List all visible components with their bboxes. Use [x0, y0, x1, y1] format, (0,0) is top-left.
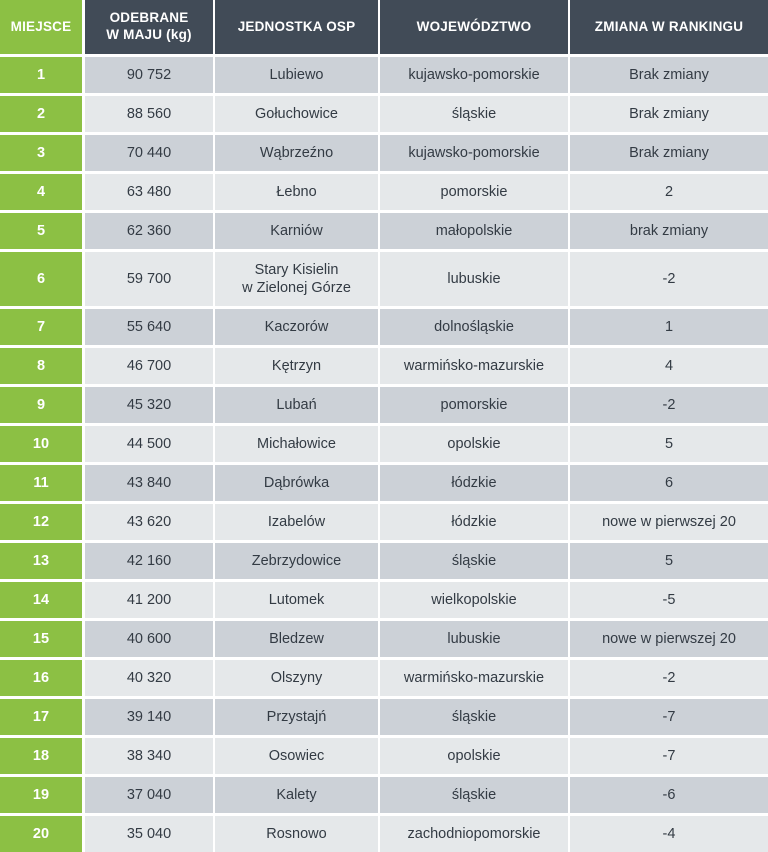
- cell-place: 9: [0, 387, 85, 426]
- cell-unit: Kętrzyn: [215, 348, 380, 387]
- cell-place: 6: [0, 252, 85, 309]
- cell-voivodeship: pomorskie: [380, 387, 570, 426]
- cell-collected-kg: 42 160: [85, 543, 215, 582]
- cell-place: 5: [0, 213, 85, 252]
- cell-voivodeship: śląskie: [380, 543, 570, 582]
- cell-place: 15: [0, 621, 85, 660]
- cell-unit: Gołuchowice: [215, 96, 380, 135]
- column-header-voivodeship: WOJEWÓDZTWO: [380, 0, 570, 57]
- cell-unit: Wąbrzeźno: [215, 135, 380, 174]
- cell-rank-change: nowe w pierwszej 20: [570, 621, 768, 660]
- cell-unit: Kaczorów: [215, 309, 380, 348]
- cell-unit: Lubań: [215, 387, 380, 426]
- table-row: [0, 213, 768, 252]
- cell-rank-change: brak zmiany: [570, 213, 768, 252]
- cell-collected-kg: 59 700: [85, 252, 215, 309]
- cell-unit: Kalety: [215, 777, 380, 816]
- table-row: [0, 426, 768, 465]
- cell-voivodeship: lubuskie: [380, 252, 570, 309]
- cell-rank-change: nowe w pierwszej 20: [570, 504, 768, 543]
- cell-collected-kg: 40 320: [85, 660, 215, 699]
- table-row: [0, 738, 768, 777]
- cell-place: 19: [0, 777, 85, 816]
- cell-rank-change: -5: [570, 582, 768, 621]
- cell-voivodeship: dolnośląskie: [380, 309, 570, 348]
- table-row: [0, 777, 768, 816]
- cell-rank-change: -7: [570, 738, 768, 777]
- cell-collected-kg: 43 840: [85, 465, 215, 504]
- cell-collected-kg: 38 340: [85, 738, 215, 777]
- cell-place: 18: [0, 738, 85, 777]
- cell-voivodeship: zachodniopomorskie: [380, 816, 570, 852]
- cell-unit: Izabelów: [215, 504, 380, 543]
- table-row: [0, 621, 768, 660]
- column-header-kg-line2: W MAJU (kg): [106, 27, 192, 42]
- cell-rank-change: Brak zmiany: [570, 96, 768, 135]
- cell-voivodeship: śląskie: [380, 699, 570, 738]
- cell-place: 12: [0, 504, 85, 543]
- cell-place: 20: [0, 816, 85, 852]
- table-row: [0, 816, 768, 852]
- cell-rank-change: 5: [570, 426, 768, 465]
- cell-collected-kg: 90 752: [85, 57, 215, 96]
- cell-collected-kg: 41 200: [85, 582, 215, 621]
- cell-unit: [215, 252, 380, 309]
- column-header-kg-line1: ODEBRANE: [109, 10, 189, 26]
- table-row: [0, 387, 768, 426]
- cell-unit-multiline: [220, 261, 373, 297]
- cell-rank-change: 2: [570, 174, 768, 213]
- cell-collected-kg: 46 700: [85, 348, 215, 387]
- table-row: [0, 174, 768, 213]
- table-row: [0, 543, 768, 582]
- cell-rank-change: Brak zmiany: [570, 57, 768, 96]
- cell-voivodeship: kujawsko-pomorskie: [380, 135, 570, 174]
- cell-voivodeship: warmińsko-mazurskie: [380, 348, 570, 387]
- cell-unit: Rosnowo: [215, 816, 380, 852]
- cell-voivodeship: łódzkie: [380, 465, 570, 504]
- cell-rank-change: 5: [570, 543, 768, 582]
- table-body: [0, 57, 768, 852]
- cell-rank-change: -2: [570, 252, 768, 309]
- cell-unit: Przystajń: [215, 699, 380, 738]
- cell-collected-kg: 44 500: [85, 426, 215, 465]
- cell-place: 13: [0, 543, 85, 582]
- cell-collected-kg: 55 640: [85, 309, 215, 348]
- cell-rank-change: -6: [570, 777, 768, 816]
- cell-voivodeship: wielkopolskie: [380, 582, 570, 621]
- table-row: [0, 699, 768, 738]
- cell-rank-change: -4: [570, 816, 768, 852]
- table-row: [0, 582, 768, 621]
- column-header-change: ZMIANA W RANKINGU: [570, 0, 768, 57]
- cell-place: 7: [0, 309, 85, 348]
- cell-unit: Zebrzydowice: [215, 543, 380, 582]
- table-row: [0, 57, 768, 96]
- cell-voivodeship: śląskie: [380, 777, 570, 816]
- cell-collected-kg: 63 480: [85, 174, 215, 213]
- cell-rank-change: -7: [570, 699, 768, 738]
- cell-voivodeship: łódzkie: [380, 504, 570, 543]
- column-header-place: MIEJSCE: [0, 0, 85, 57]
- cell-place: 16: [0, 660, 85, 699]
- cell-rank-change: 4: [570, 348, 768, 387]
- cell-place: 1: [0, 57, 85, 96]
- cell-voivodeship: śląskie: [380, 96, 570, 135]
- table-row: [0, 465, 768, 504]
- cell-rank-change: 1: [570, 309, 768, 348]
- table-row: [0, 348, 768, 387]
- cell-voivodeship: warmińsko-mazurskie: [380, 660, 570, 699]
- cell-voivodeship: opolskie: [380, 426, 570, 465]
- cell-place: 3: [0, 135, 85, 174]
- table-row: [0, 252, 768, 309]
- cell-rank-change: -2: [570, 387, 768, 426]
- cell-voivodeship: małopolskie: [380, 213, 570, 252]
- cell-unit-line1: Stary Kisielin: [254, 261, 339, 278]
- cell-voivodeship: kujawsko-pomorskie: [380, 57, 570, 96]
- cell-voivodeship: pomorskie: [380, 174, 570, 213]
- column-header-kg: [85, 0, 215, 57]
- cell-collected-kg: 43 620: [85, 504, 215, 543]
- cell-collected-kg: 70 440: [85, 135, 215, 174]
- cell-collected-kg: 62 360: [85, 213, 215, 252]
- cell-rank-change: 6: [570, 465, 768, 504]
- cell-unit: Michałowice: [215, 426, 380, 465]
- cell-collected-kg: 39 140: [85, 699, 215, 738]
- cell-place: 14: [0, 582, 85, 621]
- cell-place: 10: [0, 426, 85, 465]
- cell-unit: Osowiec: [215, 738, 380, 777]
- table-row: [0, 504, 768, 543]
- cell-unit-line2: w Zielonej Górze: [242, 280, 351, 296]
- cell-unit: Dąbrówka: [215, 465, 380, 504]
- cell-voivodeship: opolskie: [380, 738, 570, 777]
- cell-collected-kg: 35 040: [85, 816, 215, 852]
- cell-place: 11: [0, 465, 85, 504]
- table-row: [0, 135, 768, 174]
- header-row: [0, 0, 768, 57]
- cell-voivodeship: lubuskie: [380, 621, 570, 660]
- table-row: [0, 660, 768, 699]
- cell-collected-kg: 45 320: [85, 387, 215, 426]
- cell-unit: Olszyny: [215, 660, 380, 699]
- cell-unit: Lutomek: [215, 582, 380, 621]
- cell-rank-change: Brak zmiany: [570, 135, 768, 174]
- cell-collected-kg: 88 560: [85, 96, 215, 135]
- cell-collected-kg: 40 600: [85, 621, 215, 660]
- cell-unit: Łebno: [215, 174, 380, 213]
- cell-unit: Lubiewo: [215, 57, 380, 96]
- cell-collected-kg: 37 040: [85, 777, 215, 816]
- cell-unit: Bledzew: [215, 621, 380, 660]
- cell-unit: Karniów: [215, 213, 380, 252]
- cell-place: 8: [0, 348, 85, 387]
- cell-place: 4: [0, 174, 85, 213]
- cell-place: 17: [0, 699, 85, 738]
- table-header: [0, 0, 768, 57]
- column-header-unit: JEDNOSTKA OSP: [215, 0, 380, 57]
- cell-place: 2: [0, 96, 85, 135]
- cell-rank-change: -2: [570, 660, 768, 699]
- table-row: [0, 96, 768, 135]
- table-row: [0, 309, 768, 348]
